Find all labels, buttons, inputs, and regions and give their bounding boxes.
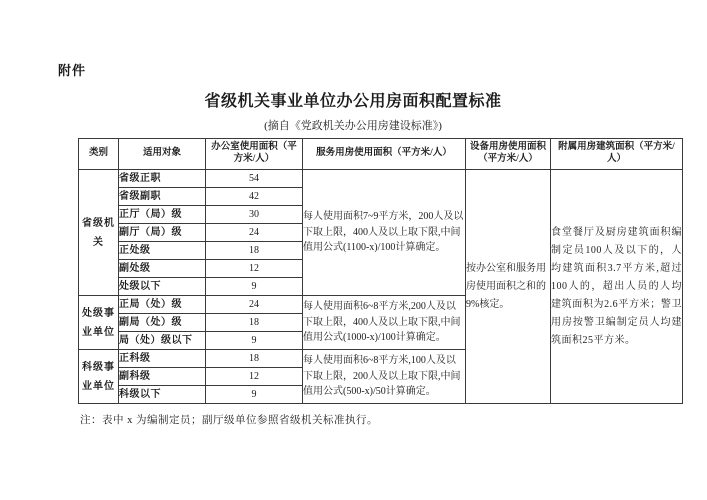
area-value: 18 — [206, 314, 303, 332]
area-value: 54 — [206, 170, 303, 188]
area-value: 9 — [206, 332, 303, 350]
rank-label: 副处级 — [119, 260, 206, 278]
col-header-service-area: 服务用房使用面积（平方米/人） — [303, 139, 466, 170]
service-rule-section: 每人使用面积6~8平方米,100人及以下取上限，200人及以上取下限,中间值用公式(500-x)/50计算确定。 — [303, 350, 466, 404]
page-title: 省级机关事业单位办公用房面积配置标准 — [204, 93, 502, 110]
header-row — [79, 139, 683, 170]
service-rule-division: 每人使用面积6~8平方米,200人及以下取上限，400人及以上取下限,中间值用公式(1000-x)/100计算确定。 — [303, 296, 466, 350]
area-value: 24 — [206, 224, 303, 242]
equipment-rule: 按办公室和服务用房使用面积之和的9%核定。 — [466, 170, 551, 404]
col-header-equipment-area: 设备用房使用面积（平方米/人） — [466, 139, 551, 170]
area-value: 9 — [206, 386, 303, 404]
rank-label: 正科级 — [119, 350, 206, 368]
rank-label: 正厅（局）级 — [119, 206, 206, 224]
rank-label: 正处级 — [119, 242, 206, 260]
area-value: 12 — [206, 368, 303, 386]
area-value: 9 — [206, 278, 303, 296]
rank-label: 处级以下 — [119, 278, 206, 296]
category-provincial-organs: 省级机关 — [79, 170, 119, 296]
area-value: 12 — [206, 260, 303, 278]
page-subtitle: (摘自《党政机关办公用房建设标准》) — [264, 120, 442, 132]
table-row — [79, 170, 683, 188]
footnote: 注：表中 x 为编制定员；副厅级单位参照省级机关标准执行。 — [80, 415, 378, 426]
rank-label: 省级副职 — [119, 188, 206, 206]
attachment-label: 附件 — [58, 63, 87, 78]
category-division-level-units: 处级事业单位 — [79, 296, 119, 350]
col-header-target: 适用对象 — [119, 139, 206, 170]
col-header-category: 类别 — [79, 139, 119, 170]
standards-table — [78, 138, 683, 404]
rank-label: 科级以下 — [119, 386, 206, 404]
area-value: 18 — [206, 242, 303, 260]
category-section-level-units: 科级事业单位 — [79, 350, 119, 404]
area-value: 24 — [206, 296, 303, 314]
rank-label: 正局（处）级 — [119, 296, 206, 314]
rank-label: 副厅（局）级 — [119, 224, 206, 242]
rank-label: 局（处）级以下 — [119, 332, 206, 350]
service-rule-provincial: 每人使用面积7~9平方米，200人及以下取上限，400人及以上取下限,中间值用公式(1100-x)/100计算确定。 — [303, 170, 466, 296]
col-header-office-area: 办公室使用面积（平方米/人） — [206, 139, 303, 170]
auxiliary-rule: 食堂餐厅及厨房建筑面积编制定员100人及以下的，人均建筑面积3.7平方米,超过100人的，超出人员的人均建筑面积为2.6平方米；警卫用房按警卫编制定员人均建筑面积25平方米。 — [551, 170, 683, 404]
area-value: 18 — [206, 350, 303, 368]
rank-label: 副科级 — [119, 368, 206, 386]
rank-label: 副局（处）级 — [119, 314, 206, 332]
rank-label: 省级正职 — [119, 170, 206, 188]
area-value: 42 — [206, 188, 303, 206]
col-header-auxiliary-area: 附属用房建筑面积（平方米/人） — [551, 139, 683, 170]
area-value: 30 — [206, 206, 303, 224]
